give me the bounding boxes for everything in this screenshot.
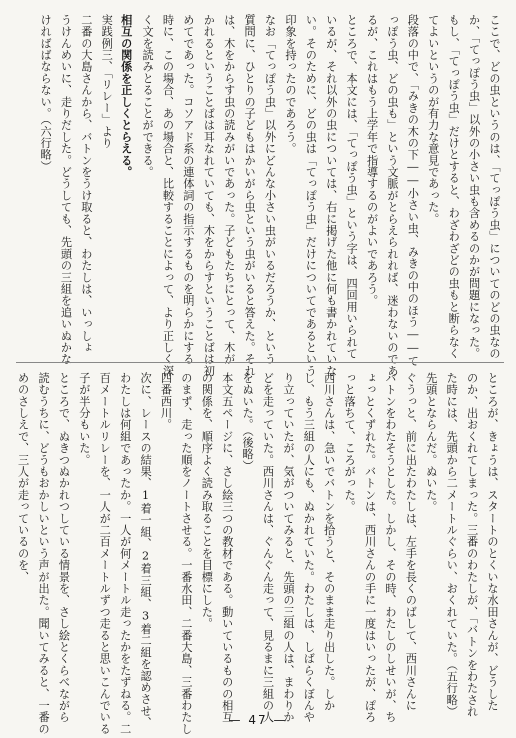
text-line: のまず、走った順をノートさせる。一番水田、二番大島、三番わたし [179,372,193,735]
text-line: るが、これはもう上学年で指導するのがよいであろう。 [365,14,379,307]
text-line: わたしは何組であったか。一人が何メートル走ったかをたずねる。二 [118,372,132,735]
text-line: もし、「てっぽう虫」だけとすると、わざわざどの虫もと断らなく [447,14,461,360]
text-line: かれるということばは耳なれていても、木をからすということばは初 [202,14,216,377]
text-line: 段落の中で、「みきの木の下――小さい虫、みきの中のほう――て [406,14,420,367]
text-line: ところで、ぬきつぬかれつしている情景を、さし絵とくらべながら [57,372,71,723]
text-line: は、木をからす虫の読みがいであった。子どもたちにとって、木が [222,14,236,365]
text-line: めのさしえで、三人が走っているのを、 [16,372,30,583]
text-line: ょっとくずれた。バトンは、西川さんの手に一度はいったが、ぽろ [363,372,377,723]
text-line: の関係を、順序よく読み取ることを目標にした。 [200,372,214,630]
text-line: っぽう虫、どの虫も」という文脈がとらえられれば、迷わないのであ [385,14,399,377]
text-line: ところが、きょうは、スタートのとくいな水田さんが、どうした [486,372,499,712]
text-line: く文を読みとることができる。 [141,14,155,178]
text-line: 次に、レースの結果、1着一組、2着三組、3着二組を認めさせ、 [139,372,153,729]
text-line: ければばならない。（六行略） [39,14,53,173]
text-line: 本文五ページに、さし絵三つの教材である。動いているものの相互 [220,372,234,723]
text-line: 子が半分もいた。 [77,372,91,466]
text-line: ここで、どの虫というのは、「てっぽう虫」についてのどの虫なの [488,14,501,360]
text-line: 西川さんは、急いでバトンを拾うと、そのまま走り出した。しか [322,372,336,712]
text-line: っと落ちて、ころがった。 [343,372,357,513]
text-line: 実践例三、「リレー」より [100,14,114,149]
text-line: し、もう三組の人にも、ぬかれていた。わたしは、しばらくぼんや [302,372,316,723]
text-line: た時には、先頭から二メートルぐらい、おくれていた。（五行略） [445,372,459,718]
text-line: 先頭とならんだ。ぬいた。 [424,372,438,513]
text-line: いるが、それ以外の虫については、右に掲げた他に何も書かれていな [324,14,338,377]
page-number: — 47 — [228,713,288,727]
text-line: 読むうちに、どうもおかしいという声が出た。聞いてみると、一番の [37,372,51,735]
text-line: ぐうっと、前に出たわたしは、左手を長くのばして、西川さんに [404,372,418,712]
text-line: 時に、この場合、あの場合と、比較することによって、より正しく深 [161,14,175,377]
text-line: か、「てっぽう虫」以外の小さい虫も含めるのかが問題になった。 [467,14,481,360]
section-divider [16,362,504,363]
section-heading: 相互の関係を正しくとらえる。 [119,14,134,178]
text-line: うけんめいに、走りだした。どうしても、先頭の三組を追いぬかな [59,14,73,365]
text-line: 二番の大島さんから、バトンをうけ取ると、わたしは、いっしょ [79,14,93,354]
text-line: てよいというのが有力な意見であった。 [426,14,440,225]
text-line: どを走っていた。西川さんは、ぐんぐん走って、見るまに三組の人 [261,372,275,723]
text-line: 四番西川。 [159,372,173,431]
text-line: めてであった。コソアド系の連体詞の指示するものを明らかにする [181,14,195,365]
text-line: 質問に、ひとりの子どもはかいがら虫という虫がいると答えた。それ [243,14,257,377]
text-line: 百メートルリレーを、一人が二百メートルずつ走ると思いこんでいる [98,372,112,735]
upper-text-column [35,14,504,377]
text-line: バトンをわたそうとした。しかし、その時、わたしのしせいが、ち [383,372,397,723]
text-line: なお「てっぽう虫」以外にどんな小さい虫がいるだろうか、という [263,14,277,365]
text-line: をぬいた。（後略） [241,372,255,472]
text-line: ところで、本文には、「てっぽう虫」という字は、四回用いられて [345,14,359,360]
text-line: り立っていたが、気がついてみると、先頭の三組の人は、まわりか [281,372,295,723]
text-line: のか、出おくれてしまった。三番のわたしが、「バトンをわたされ [465,372,479,718]
text-line: 印象を持ったのであろう。 [283,14,297,155]
text-line: い。そのために、どの虫は「てっぽう虫」だけについてであるという [304,14,318,377]
